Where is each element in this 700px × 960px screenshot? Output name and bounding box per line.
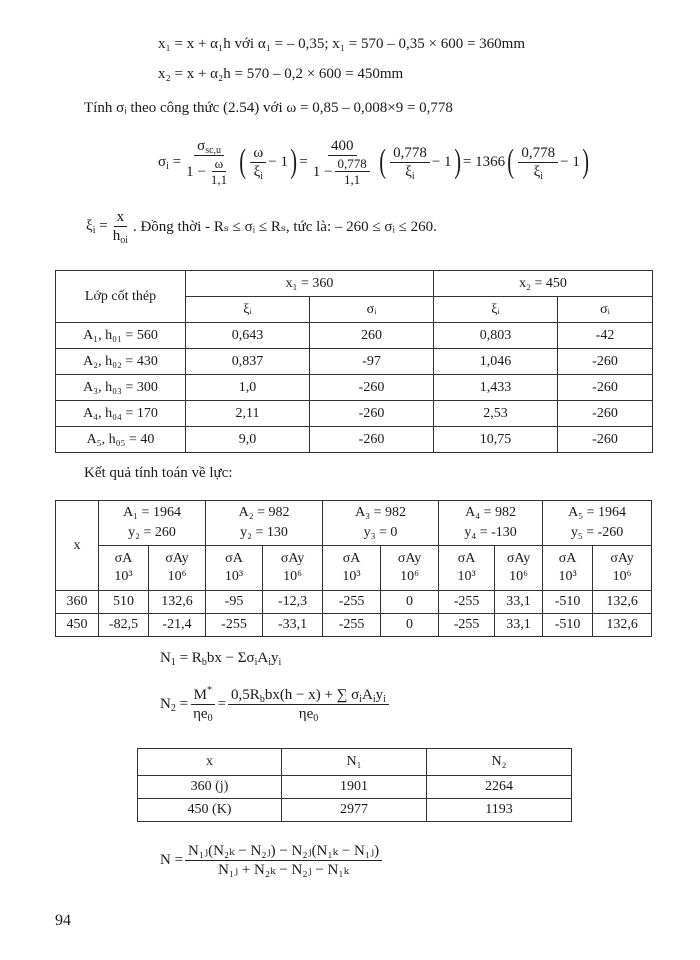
subheader-xi: ξᵢ bbox=[434, 297, 558, 323]
header-x: x bbox=[138, 749, 282, 776]
group-header-a2: A₂ = 982 y₂ = 130 bbox=[206, 501, 323, 546]
subheader-sigma-ay: σAy 10⁶ bbox=[495, 546, 543, 591]
subheader-sigma-a: σA 10³ bbox=[323, 546, 381, 591]
force-table bbox=[55, 500, 652, 637]
fraction-1: $\sigma_{sc,u}$ 1 − $\frac{\omega}{1,1}$ bbox=[186, 138, 228, 187]
table-row: 450 (K) 2977 1193 bbox=[138, 799, 572, 822]
table-row: 360 (j) 1901 2264 bbox=[138, 776, 572, 799]
subheader-sigma: σᵢ bbox=[310, 297, 434, 323]
subheader-sigma: σᵢ bbox=[558, 297, 653, 323]
header-x2: x₂ = 450 bbox=[434, 271, 653, 297]
page-number: 94 bbox=[55, 912, 71, 929]
subheader-sigma-a: σA 10³ bbox=[206, 546, 263, 591]
n-results-table bbox=[137, 748, 572, 822]
table-row: A₃, h₀₃ = 300 1,0 -260 1,433 -260 bbox=[56, 375, 653, 401]
subheader-sigma-a: σA 10³ bbox=[543, 546, 593, 591]
sigma-intro-text: Tính σᵢ theo công thức (2.54) với ω = 0,85 – 0,008×9 = 0,778 bbox=[84, 100, 453, 116]
xi-definition: $\xi_i$ = $\frac{x}{h_{oi}}$ . Đồng thời - Rₛ ≤ σᵢ ≤ Rₛ, tức là: – 260 ≤ σᵢ ≤ 260. bbox=[86, 209, 437, 246]
equation-n-final: N = $\frac{\text{N₁ⱼ(N₂ₖ − N₂ⱼ) − N₂ⱼ(N₁ₖ − N₁ⱼ)}}{\text{N₁ⱼ + N₂ₖ − N₂ⱼ − N₁ₖ}}$ bbox=[160, 842, 384, 879]
equation-x2: x₂ = x + α₂h = 570 – 0,2 × 600 = 450mm bbox=[158, 66, 404, 82]
header-n1: N₁ bbox=[282, 749, 427, 776]
header-x1: x₁ = 360 bbox=[186, 271, 434, 297]
header-n2: N₂ bbox=[427, 749, 572, 776]
steel-layer-table bbox=[55, 270, 653, 453]
table-row: A₂, h₀₂ = 430 0,837 -97 1,046 -260 bbox=[56, 349, 653, 375]
table-row: A₅, h₀₅ = 40 9,0 -260 10,75 -260 bbox=[56, 427, 653, 453]
subheader-sigma-a: σA 10³ bbox=[99, 546, 149, 591]
fraction-2: 400 1 − $\frac{0,778}{1,1}$ bbox=[310, 137, 375, 187]
group-header-a3: A₃ = 982 y₃ = 0 bbox=[323, 501, 439, 546]
group-header-a4: A₄ = 982 y₄ = -130 bbox=[439, 501, 543, 546]
equation-n2: $N_2$ = $\frac{M^*}{\eta e_0}$ = $\frac{0,5R_bbx(h - x) + \sum \sigma_iA_iy_i}{\eta e_0}$ bbox=[160, 686, 391, 723]
header-x: x bbox=[56, 501, 99, 591]
table-row: 450 -82,5 -21,4 -255 -33,1 -255 0 -255 33,1 -510 132,6 bbox=[56, 614, 652, 637]
subheader-sigma-ay: σAy 10⁶ bbox=[593, 546, 652, 591]
force-heading: Kết quả tính toán về lực: bbox=[84, 465, 233, 481]
table-row: A₁, h₀₁ = 560 0,643 260 0,803 -42 bbox=[56, 323, 653, 349]
table-row: 360 510 132,6 -95 -12,3 -255 0 -255 33,1 -510 132,6 bbox=[56, 591, 652, 614]
subheader-sigma-ay: σAy 10⁶ bbox=[263, 546, 323, 591]
group-header-a5: A₅ = 1964 y₅ = -260 bbox=[543, 501, 652, 546]
group-header-a1: A₁ = 1964 y₂ = 260 bbox=[99, 501, 206, 546]
subheader-xi: ξᵢ bbox=[186, 297, 310, 323]
header-steel-layer: Lớp cốt thép bbox=[56, 271, 186, 323]
sigma-formula: $\sigma_i$ = $\sigma_{sc,u}$ 1 − $\frac{\omega}{1,1}$ ( $\frac{\omega}{\xi_i}$ − 1 ) = 400 1 − $\frac{0,778}{1,1}$ ( $\frac{0,778}{\xi_i}$ − 1 ) = 1366 ( $\frac{0,778}{\xi_i}$ − 1 ) bbox=[158, 138, 589, 187]
subheader-sigma-ay: σAy 10⁶ bbox=[149, 546, 206, 591]
subheader-sigma-ay: σAy 10⁶ bbox=[381, 546, 439, 591]
table-row: A₄, h₀₄ = 170 2,11 -260 2,53 -260 bbox=[56, 401, 653, 427]
equation-n1: $N_1 = R_bbx - \Sigma\sigma_iA_iy_i$ bbox=[160, 650, 282, 668]
subheader-sigma-a: σA 10³ bbox=[439, 546, 495, 591]
equation-x1: x₁ = x + α₁h với α₁ = – 0,35; x₁ = 570 – 0,35 × 600 = 360mm bbox=[158, 36, 525, 52]
